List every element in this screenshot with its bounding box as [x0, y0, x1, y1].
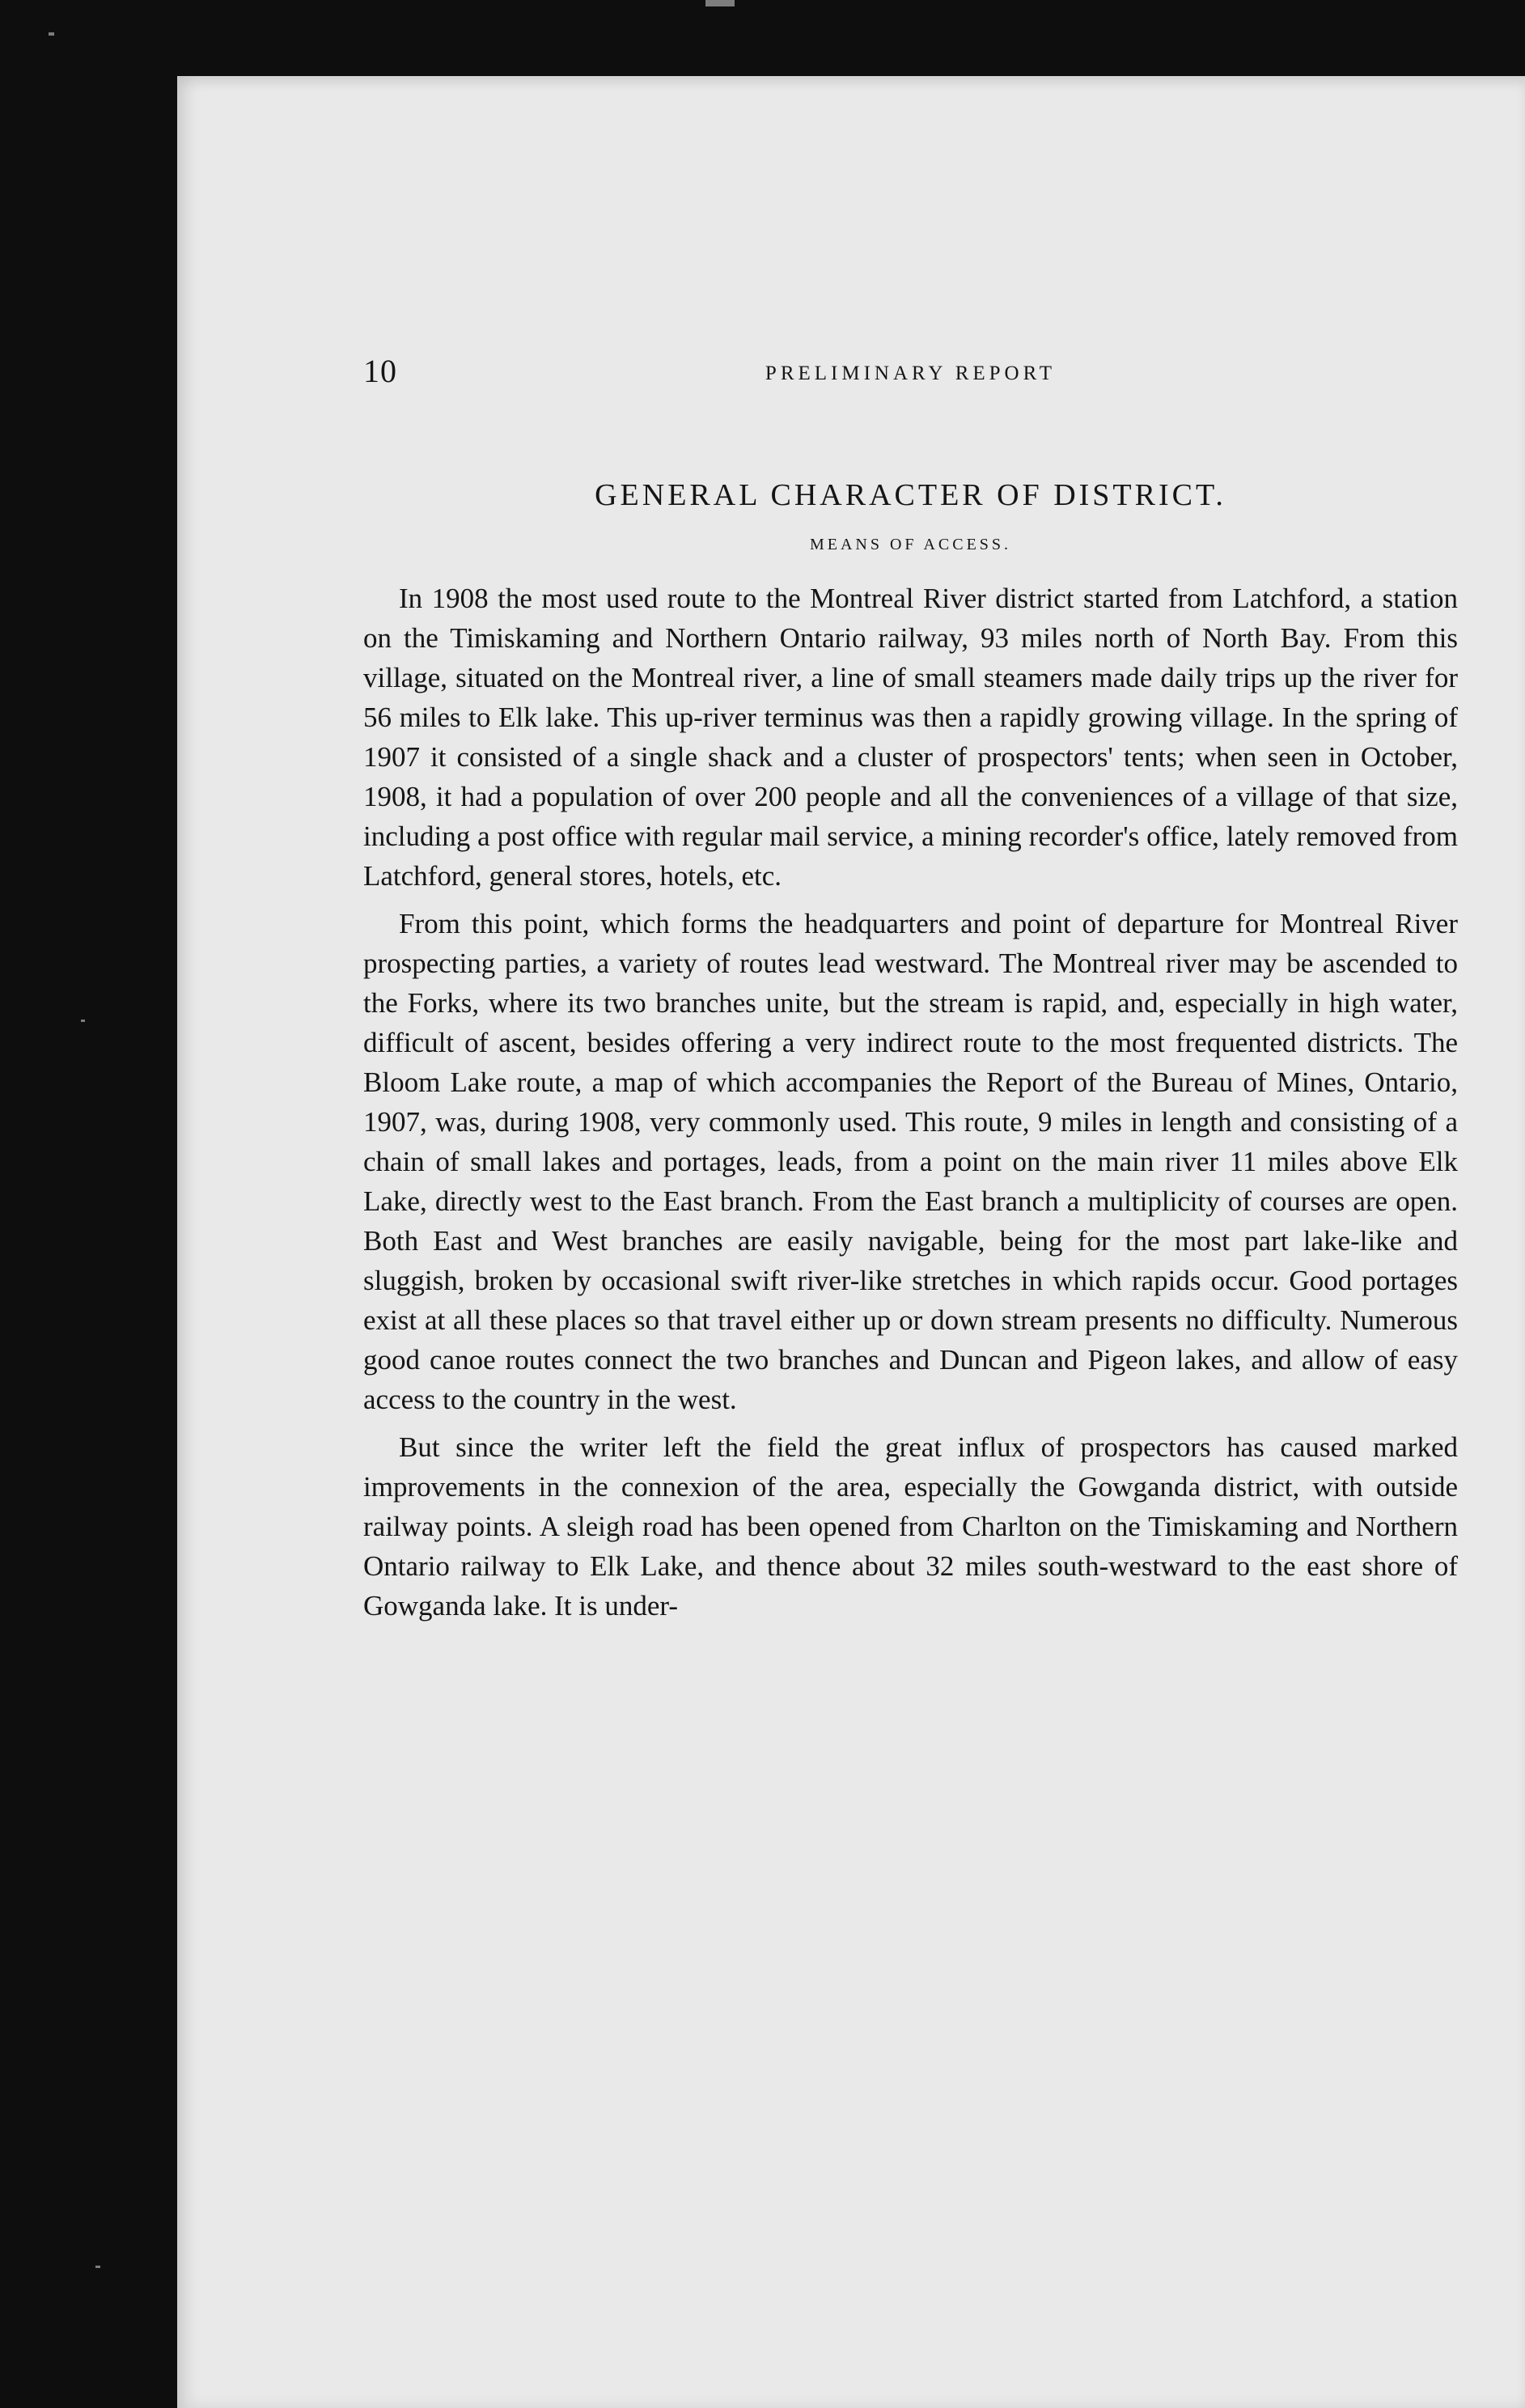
- running-header: [363, 275, 1458, 389]
- scan-speck: [81, 1020, 85, 1022]
- page-text-block: [363, 275, 1458, 1634]
- section-title: GENERAL CHARACTER OF DISTRICT.: [595, 478, 1226, 512]
- scan-speck: [49, 32, 54, 36]
- paragraph: In 1908 the most used route to the Montreal River district started from Latchford, a station on the Timiskaming and Northern Ontario railway, 93 miles north of North Bay. From this village, situated on the Montreal river, a line of small steamers made daily trips up the river for 56 miles to Elk lake. This up-river terminus was then a rapidly growing village. In the spring of 1907 it consisted of a single shack and a cluster of prospectors' tents; when seen in October, 1908, it had a population of over 200 people and all the conveniences of a village of that size, including a post office with regular mail service, a mining recorder's office, lately removed from Latchford, general stores, hotels, etc.: [363, 582, 1458, 892]
- running-title: PRELIMINARY REPORT: [765, 362, 1057, 384]
- subsection-title: MEANS OF ACCESS.: [809, 535, 1012, 553]
- paragraph: From this point, which forms the headquarters and point of departure for Montreal River prospecting parties, a variety of routes lead westward. The Montreal river may be ascended to the Forks, where its two branches unite, but the stream is rapid, and, especially in high water, difficult of ascent, besides offering a very indirect route to the most frequented districts. The Bloom Lake route, a map of which accompanies the Report of the Bureau of Mines, Ontario, 1907, was, during 1908, very commonly used. This route, 9 miles in length and consisting of a chain of small lakes and portages, leads, from a point on the main river 11 miles above Elk Lake, directly west to the East branch. From the East branch a multiplicity of courses are open. Both East and West branches are easily navigable, being for the most part lake-like and sluggish, broken by occasional swift river-like stretches in which rapids occur. Good portages exist at all these places so that travel either up or down stream presents no difficulty. Numerous good canoe routes connect the two branches and Duncan and Pigeon lakes, and allow of easy access to the country in the west.: [363, 907, 1458, 1415]
- paragraph: But since the writer left the field the great influx of prospectors has caused marked improvements in the connexion of the area, especially the Gowganda district, with outside railway points. A sleigh road has been opened from Charlton on the Timiskaming and Northern Ontario railway to Elk Lake, and thence about 32 miles south-westward to the east shore of Gowganda lake. It is under-: [363, 1431, 1458, 1622]
- page-number: 10: [363, 353, 397, 389]
- body-text: [363, 579, 1458, 1626]
- scan-edge-mark: [705, 0, 735, 6]
- scan-speck: [95, 2266, 100, 2268]
